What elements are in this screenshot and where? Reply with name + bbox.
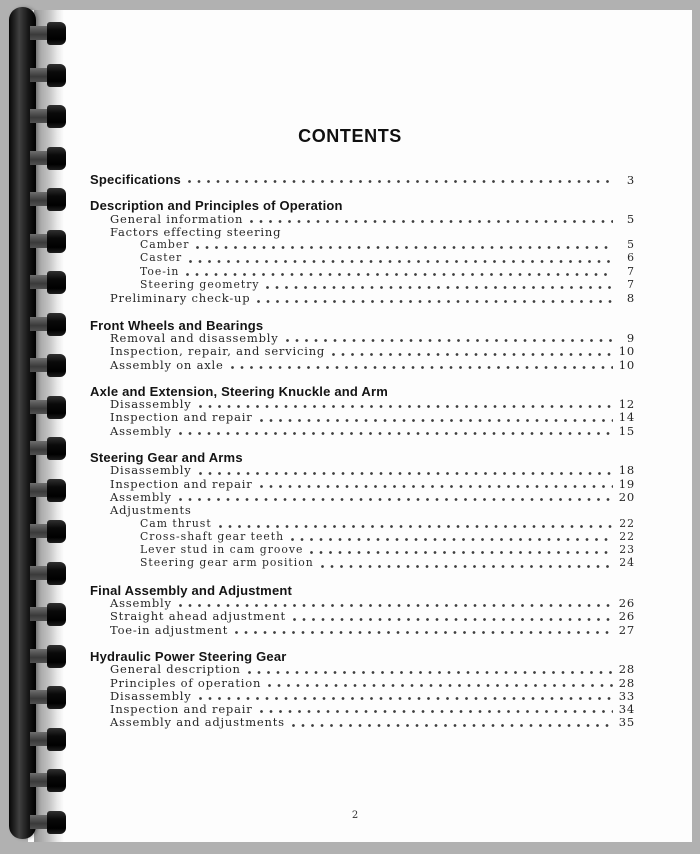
page-ref: 6 — [627, 251, 635, 265]
toc-label: Specifications — [90, 172, 181, 187]
toc-entry-row — [90, 530, 635, 543]
toc-label: Assembly and adjustments — [110, 715, 285, 730]
page-ref: 12 — [618, 397, 635, 412]
toc-label: Final Assembly and Adjustment — [90, 582, 293, 598]
toc-section — [90, 318, 635, 371]
table-of-contents — [90, 172, 635, 729]
dot-leader — [179, 432, 613, 435]
page-ref: 3 — [626, 173, 635, 187]
toc-section — [90, 649, 635, 729]
toc-entry-row — [90, 251, 635, 264]
comb-tooth — [30, 271, 66, 294]
toc-label: Steering Gear and Arms — [90, 450, 243, 466]
page-ref: 20 — [618, 489, 635, 504]
dot-leader — [179, 604, 613, 607]
toc-label: Assembly on axle — [110, 357, 224, 372]
toc-entry-row — [90, 358, 635, 371]
dot-leader — [310, 551, 613, 554]
comb-tooth-head — [47, 562, 66, 585]
toc-label: Preliminary check-up — [110, 291, 251, 306]
page-ref: 5 — [627, 238, 635, 252]
toc-label: Description and Principles of Operation — [90, 198, 343, 214]
toc-entry-row — [90, 702, 635, 715]
toc-section — [90, 384, 635, 437]
toc-entry-row — [90, 424, 635, 437]
dot-leader — [260, 485, 613, 488]
page-ref: 28 — [618, 662, 635, 677]
toc-label: Cam thrust — [140, 516, 212, 530]
toc-heading-row — [90, 318, 635, 331]
dot-leader — [186, 273, 613, 276]
toc-label: Removal and disassembly — [110, 330, 279, 345]
page-ref: 7 — [627, 278, 635, 292]
toc-label: Toe-in — [140, 264, 180, 278]
dot-leader — [248, 671, 613, 674]
page-ref: 22 — [619, 516, 635, 530]
page-ref: 22 — [619, 529, 635, 543]
comb-tooth — [30, 686, 66, 709]
comb-tooth-head — [47, 769, 66, 792]
toc-label: Straight ahead adjustment — [110, 609, 286, 624]
toc-label: Disassembly — [110, 463, 192, 478]
toc-entry-row — [90, 291, 635, 304]
toc-label: Inspection and repair — [110, 410, 253, 425]
toc-heading-row — [90, 172, 635, 185]
comb-tooth — [30, 396, 66, 419]
toc-label: Disassembly — [110, 688, 192, 703]
dot-leader — [235, 631, 613, 634]
dot-leader — [189, 260, 613, 263]
dot-leader — [196, 246, 613, 249]
toc-heading-row — [90, 450, 635, 466]
toc-entry-row — [90, 676, 635, 689]
toc-label: Factors effecting steering — [110, 224, 282, 239]
toc-label: Axle and Extension, Steering Knuckle and Arm — [90, 383, 388, 399]
toc-entry-row — [90, 543, 635, 556]
page-ref: 10 — [618, 357, 635, 372]
dot-leader — [257, 300, 613, 303]
page-ref: 26 — [618, 609, 635, 624]
comb-tooth-head — [47, 728, 66, 751]
page-ref: 19 — [618, 476, 635, 491]
toc-entry-row — [90, 490, 635, 503]
toc-entry-row — [90, 265, 635, 278]
toc-entry-row — [90, 662, 635, 675]
comb-tooth-head — [47, 188, 66, 211]
toc-label: Steering gear arm position — [140, 556, 314, 570]
toc-label: Disassembly — [110, 397, 192, 412]
comb-tooth-head — [47, 354, 66, 377]
page-ref: 8 — [626, 291, 635, 306]
toc-entry-row — [90, 623, 635, 636]
dot-leader — [291, 538, 613, 541]
toc-entry-row — [90, 238, 635, 251]
toc-label: Steering geometry — [140, 278, 260, 292]
dot-leader — [219, 525, 613, 528]
page-ref: 33 — [618, 688, 635, 703]
comb-tooth — [30, 354, 66, 377]
comb-tooth — [30, 147, 66, 170]
dot-leader — [250, 220, 613, 223]
comb-tooth-head — [47, 520, 66, 543]
comb-tooth — [30, 22, 66, 45]
comb-tooth — [30, 769, 66, 792]
page-ref: 26 — [618, 596, 635, 611]
toc-section — [90, 450, 635, 570]
comb-tooth-head — [47, 811, 66, 834]
toc-entry-row — [90, 212, 635, 225]
comb-tooth — [30, 188, 66, 211]
toc-label: General information — [110, 211, 244, 226]
toc-heading-row — [90, 649, 635, 662]
toc-heading-row — [90, 384, 635, 397]
page-ref: 34 — [618, 702, 635, 717]
toc-entry-row — [90, 609, 635, 622]
comb-tooth — [30, 64, 66, 87]
dot-leader — [199, 405, 613, 408]
dot-leader — [332, 353, 613, 356]
comb-tooth-head — [47, 230, 66, 253]
toc-heading-row — [90, 583, 635, 596]
toc-label: Inspection and repair — [110, 476, 253, 491]
page-ref: 35 — [618, 715, 635, 730]
toc-label: Assembly — [110, 596, 172, 611]
dot-leader — [293, 618, 613, 621]
toc-entry-row — [90, 715, 635, 728]
toc-entry-row — [90, 556, 635, 569]
comb-tooth-head — [47, 437, 66, 460]
comb-tooth — [30, 105, 66, 128]
page-ref: 24 — [619, 556, 635, 570]
page-ref: 28 — [618, 675, 635, 690]
toc-entry-row — [90, 410, 635, 423]
toc-entry-row — [90, 477, 635, 490]
page-ref: 23 — [619, 543, 635, 557]
toc-entry-row — [90, 463, 635, 476]
comb-tooth-head — [47, 147, 66, 170]
toc-entry-row — [90, 596, 635, 609]
dot-leader — [199, 697, 613, 700]
comb-tooth — [30, 562, 66, 585]
toc-entry-row — [90, 517, 635, 530]
comb-tooth-head — [47, 22, 66, 45]
toc-section — [90, 198, 635, 304]
page-ref: 5 — [626, 211, 635, 226]
dot-leader — [260, 710, 613, 713]
dot-leader — [231, 366, 613, 369]
toc-section — [90, 583, 635, 636]
page-ref: 7 — [627, 264, 635, 278]
footer-page-number: 2 — [351, 810, 359, 821]
toc-label: Inspection, repair, and servicing — [110, 344, 326, 359]
comb-tooth — [30, 645, 66, 668]
toc-label: Caster — [140, 251, 183, 265]
comb-tooth — [30, 811, 66, 834]
comb-tooth-head — [47, 686, 66, 709]
comb-tooth — [30, 520, 66, 543]
dot-leader — [260, 419, 613, 422]
toc-section — [90, 172, 635, 185]
page-ref: 10 — [618, 344, 635, 359]
comb-tooth-head — [47, 603, 66, 626]
page-ref: 18 — [618, 463, 635, 478]
toc-label: Principles of operation — [110, 675, 262, 690]
toc-label: Assembly — [110, 489, 172, 504]
comb-tooth-head — [47, 64, 66, 87]
toc-label: Inspection and repair — [110, 702, 253, 717]
toc-entry-row — [90, 344, 635, 357]
comb-tooth — [30, 230, 66, 253]
dot-leader — [268, 684, 613, 687]
toc-entry-row — [90, 689, 635, 702]
dot-leader — [292, 724, 613, 727]
comb-tooth — [30, 437, 66, 460]
comb-tooth-head — [47, 479, 66, 502]
toc-label: Assembly — [110, 423, 172, 438]
page-ref: 15 — [618, 423, 635, 438]
toc-heading-row — [90, 198, 635, 214]
toc-label: Front Wheels and Bearings — [90, 317, 264, 333]
document-page — [28, 10, 692, 842]
comb-tooth — [30, 479, 66, 502]
toc-entry-row — [90, 503, 635, 516]
dot-leader — [321, 565, 613, 568]
dot-leader — [179, 498, 613, 501]
dot-leader — [286, 339, 613, 342]
page-title: CONTENTS — [298, 126, 402, 146]
comb-tooth — [30, 728, 66, 751]
comb-tooth — [30, 603, 66, 626]
toc-entry-row — [90, 278, 635, 291]
toc-label: Camber — [140, 238, 190, 252]
comb-tooth — [30, 313, 66, 336]
dot-leader — [188, 180, 613, 183]
comb-tooth-head — [47, 313, 66, 336]
toc-label: General description — [110, 662, 241, 677]
comb-tooth-head — [47, 396, 66, 419]
toc-label: Toe-in adjustment — [110, 622, 229, 637]
toc-entry-row — [90, 225, 635, 238]
page-ref: 27 — [618, 622, 635, 637]
comb-tooth-head — [47, 645, 66, 668]
comb-tooth-head — [47, 105, 66, 128]
dot-leader — [266, 286, 613, 289]
toc-entry-row — [90, 331, 635, 344]
toc-entry-row — [90, 397, 635, 410]
toc-label: Hydraulic Power Steering Gear — [90, 648, 287, 664]
comb-spine — [9, 7, 36, 839]
comb-binding — [0, 0, 72, 854]
toc-label: Adjustments — [110, 503, 192, 518]
toc-label: Lever stud in cam groove — [140, 543, 304, 557]
toc-label: Cross-shaft gear teeth — [140, 529, 285, 543]
page-ref: 14 — [618, 410, 635, 425]
dot-leader — [199, 472, 613, 475]
comb-tooth-head — [47, 271, 66, 294]
page-ref: 9 — [626, 330, 635, 345]
